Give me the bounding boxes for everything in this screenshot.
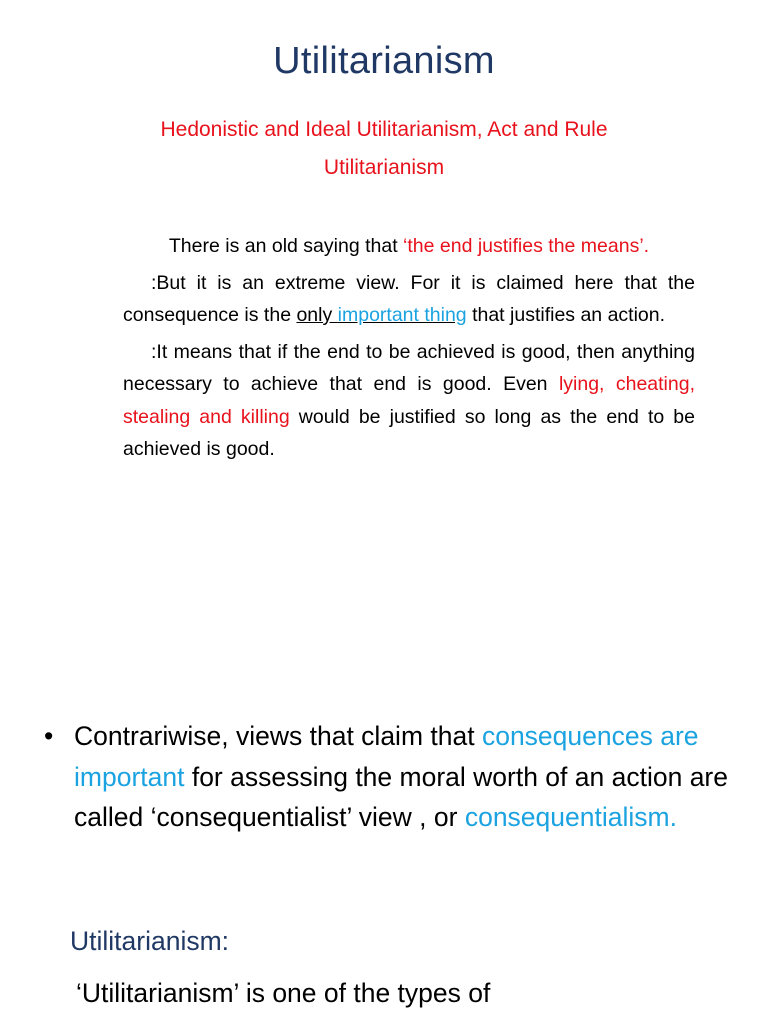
paragraph-extreme-view xyxy=(123,267,695,332)
slide-subtitle xyxy=(60,111,708,187)
slide-body xyxy=(123,230,695,470)
subtitle-line-2: Utilitarianism xyxy=(323,156,445,179)
bullet-dot-icon: • xyxy=(44,721,54,751)
important-thing-text: important thing xyxy=(337,304,467,326)
end-means-end: would be justified so long as the end to be achieved is good. xyxy=(123,405,695,460)
extreme-view-text: :But it is an extreme view. For it is claimed here that the consequence is the xyxy=(123,271,695,326)
paragraph-end-means xyxy=(123,336,695,466)
extreme-view-end: that justifies an action. xyxy=(466,304,666,326)
bullet-part-2: for assessing the moral worth of an action are called ‘consequentialist’ view , or xyxy=(74,761,728,832)
bullet-point xyxy=(44,716,744,838)
slide-title: Utilitarianism xyxy=(273,40,495,82)
only-important-thing xyxy=(296,304,466,326)
wrong-acts-text: lying, cheating, stealing and killing xyxy=(123,373,696,428)
consequentialism-text: consequentialism. xyxy=(464,802,677,832)
paragraph-saying xyxy=(123,230,695,263)
bullet-text xyxy=(74,716,744,838)
end-means-text: :It means that if the end to be achieved is good, then anything necessary to achieve that end is good. Even xyxy=(123,340,695,395)
saying-quote: ‘the end justifies the means’. xyxy=(403,235,650,257)
subtitle-line-1: Hedonistic and Ideal Utilitarianism, Act and Rule xyxy=(160,118,608,141)
bullet-part-1: Contrariwise, views that claim that xyxy=(74,721,482,751)
only-word: only xyxy=(296,304,338,326)
section-heading: Utilitarianism: xyxy=(70,926,230,956)
section-text: ‘Utilitarianism’ is one of the types of xyxy=(76,978,491,1008)
saying-text: There is an old saying that xyxy=(168,235,404,257)
consequences-important-text: consequences are important xyxy=(74,721,699,792)
